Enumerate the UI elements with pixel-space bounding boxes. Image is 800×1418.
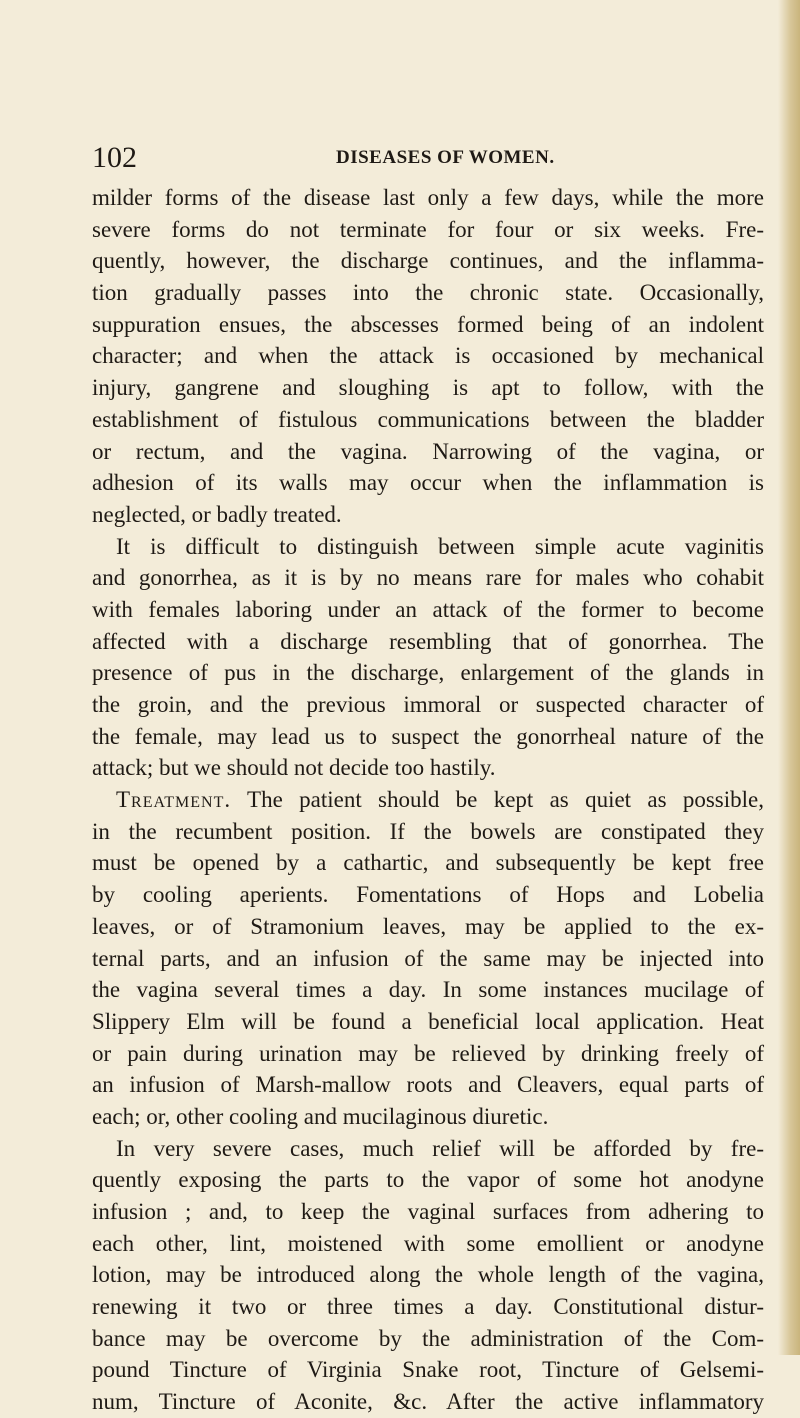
text-line: infusion ; and, to keep the vaginal surfaces from adhering to xyxy=(92,1199,764,1224)
text-line: presence of pus in the discharge, enlargement of the glands in xyxy=(92,660,764,686)
text-line: ternal parts, and an infusion of the same may be injected into xyxy=(92,945,764,971)
text-line: severe forms do not terminate for four or six weeks. Fre- xyxy=(92,216,764,242)
text-line: neglected, or badly treated. xyxy=(92,501,342,527)
text-line: the vagina several times a day. In some instances mucilage of xyxy=(92,977,764,1003)
section-heading-treatment: Treatment. xyxy=(116,787,232,813)
text-line: each; or, other cooling and mucilaginous diuretic. xyxy=(92,1103,549,1129)
text-line: leaves, or of Stramonium leaves, may be applied to the ex- xyxy=(92,913,764,939)
text-line: adhesion of its walls may occur when the inflammation is xyxy=(92,470,764,496)
text-line: character; and when the attack is occasioned by mechanical xyxy=(92,343,764,369)
text-line: attack; but we should not decide too hastily. xyxy=(92,755,496,781)
running-head xyxy=(92,140,752,176)
text-line: num, Tincture of Aconite, &c. After the active inflammatory xyxy=(92,1389,764,1415)
text-line: tion gradually passes into the chronic state. Occasionally, xyxy=(92,280,764,306)
text-line: or pain during urination may be relieved by drinking freely of xyxy=(92,1040,764,1066)
text-line: pound Tincture of Virginia Snake root, Tincture of Gelsemi- xyxy=(92,1357,764,1383)
text-line: and gonorrhea, as it is by no means rare for males who cohabit xyxy=(92,565,764,591)
text-line: the groin, and the previous immoral or suspected character of xyxy=(92,692,764,717)
text-line: by cooling aperients. Fomentations of Hops and Lobelia xyxy=(92,882,764,908)
body-text xyxy=(92,182,764,1418)
running-title: DISEASES OF WOMEN. xyxy=(336,147,555,168)
text-line: an infusion of Marsh-mallow roots and Cleavers, equal parts of xyxy=(92,1072,764,1098)
text-line: establishment of fistulous communications between the bladder xyxy=(92,406,764,432)
text-line: quently, however, the discharge continues, and the inflamma- xyxy=(92,248,764,274)
text-line: renewing it two or three times a day. Constitutional distur- xyxy=(92,1294,764,1320)
text-line: each other, lint, moistened with some emollient or anodyne xyxy=(92,1230,764,1256)
text-line: must be opened by a cathartic, and subsequently be kept free xyxy=(92,850,764,876)
text-line: quently exposing the parts to the vapor of some hot anodyne xyxy=(92,1167,764,1193)
text-line: milder forms of the disease last only a few days, while the more xyxy=(92,185,764,210)
text-line: It is difficult to distinguish between simple acute vaginitis xyxy=(116,533,764,559)
page-number: 102 xyxy=(92,141,137,174)
text-line: in the recumbent position. If the bowels are constipated they xyxy=(92,818,764,844)
page-edge-shadow xyxy=(778,0,800,1355)
text-line: In very severe cases, much relief will be afforded by fre- xyxy=(116,1135,764,1161)
text-line: Slippery Elm will be found a beneficial local application. Heat xyxy=(92,1008,764,1034)
text-line: the female, may lead us to suspect the gonorrheal nature of the xyxy=(92,723,764,749)
text-line: with females laboring under an attack of the former to become xyxy=(92,596,764,622)
text-line: or rectum, and the vagina. Narrowing of the vagina, or xyxy=(92,438,764,464)
text-line: bance may be overcome by the administration of the Com- xyxy=(92,1325,764,1351)
text-line: affected with a discharge resembling that of gonorrhea. The xyxy=(92,628,764,654)
text-line-fragment: The patient should be kept as quiet as possible, xyxy=(247,787,764,813)
text-line xyxy=(92,784,764,816)
text-line: suppuration ensues, the abscesses formed being of an indolent xyxy=(92,311,764,337)
text-line: lotion, may be introduced along the whole length of the vagina, xyxy=(92,1262,764,1288)
text-line: injury, gangrene and sloughing is apt to follow, with the xyxy=(92,375,764,401)
